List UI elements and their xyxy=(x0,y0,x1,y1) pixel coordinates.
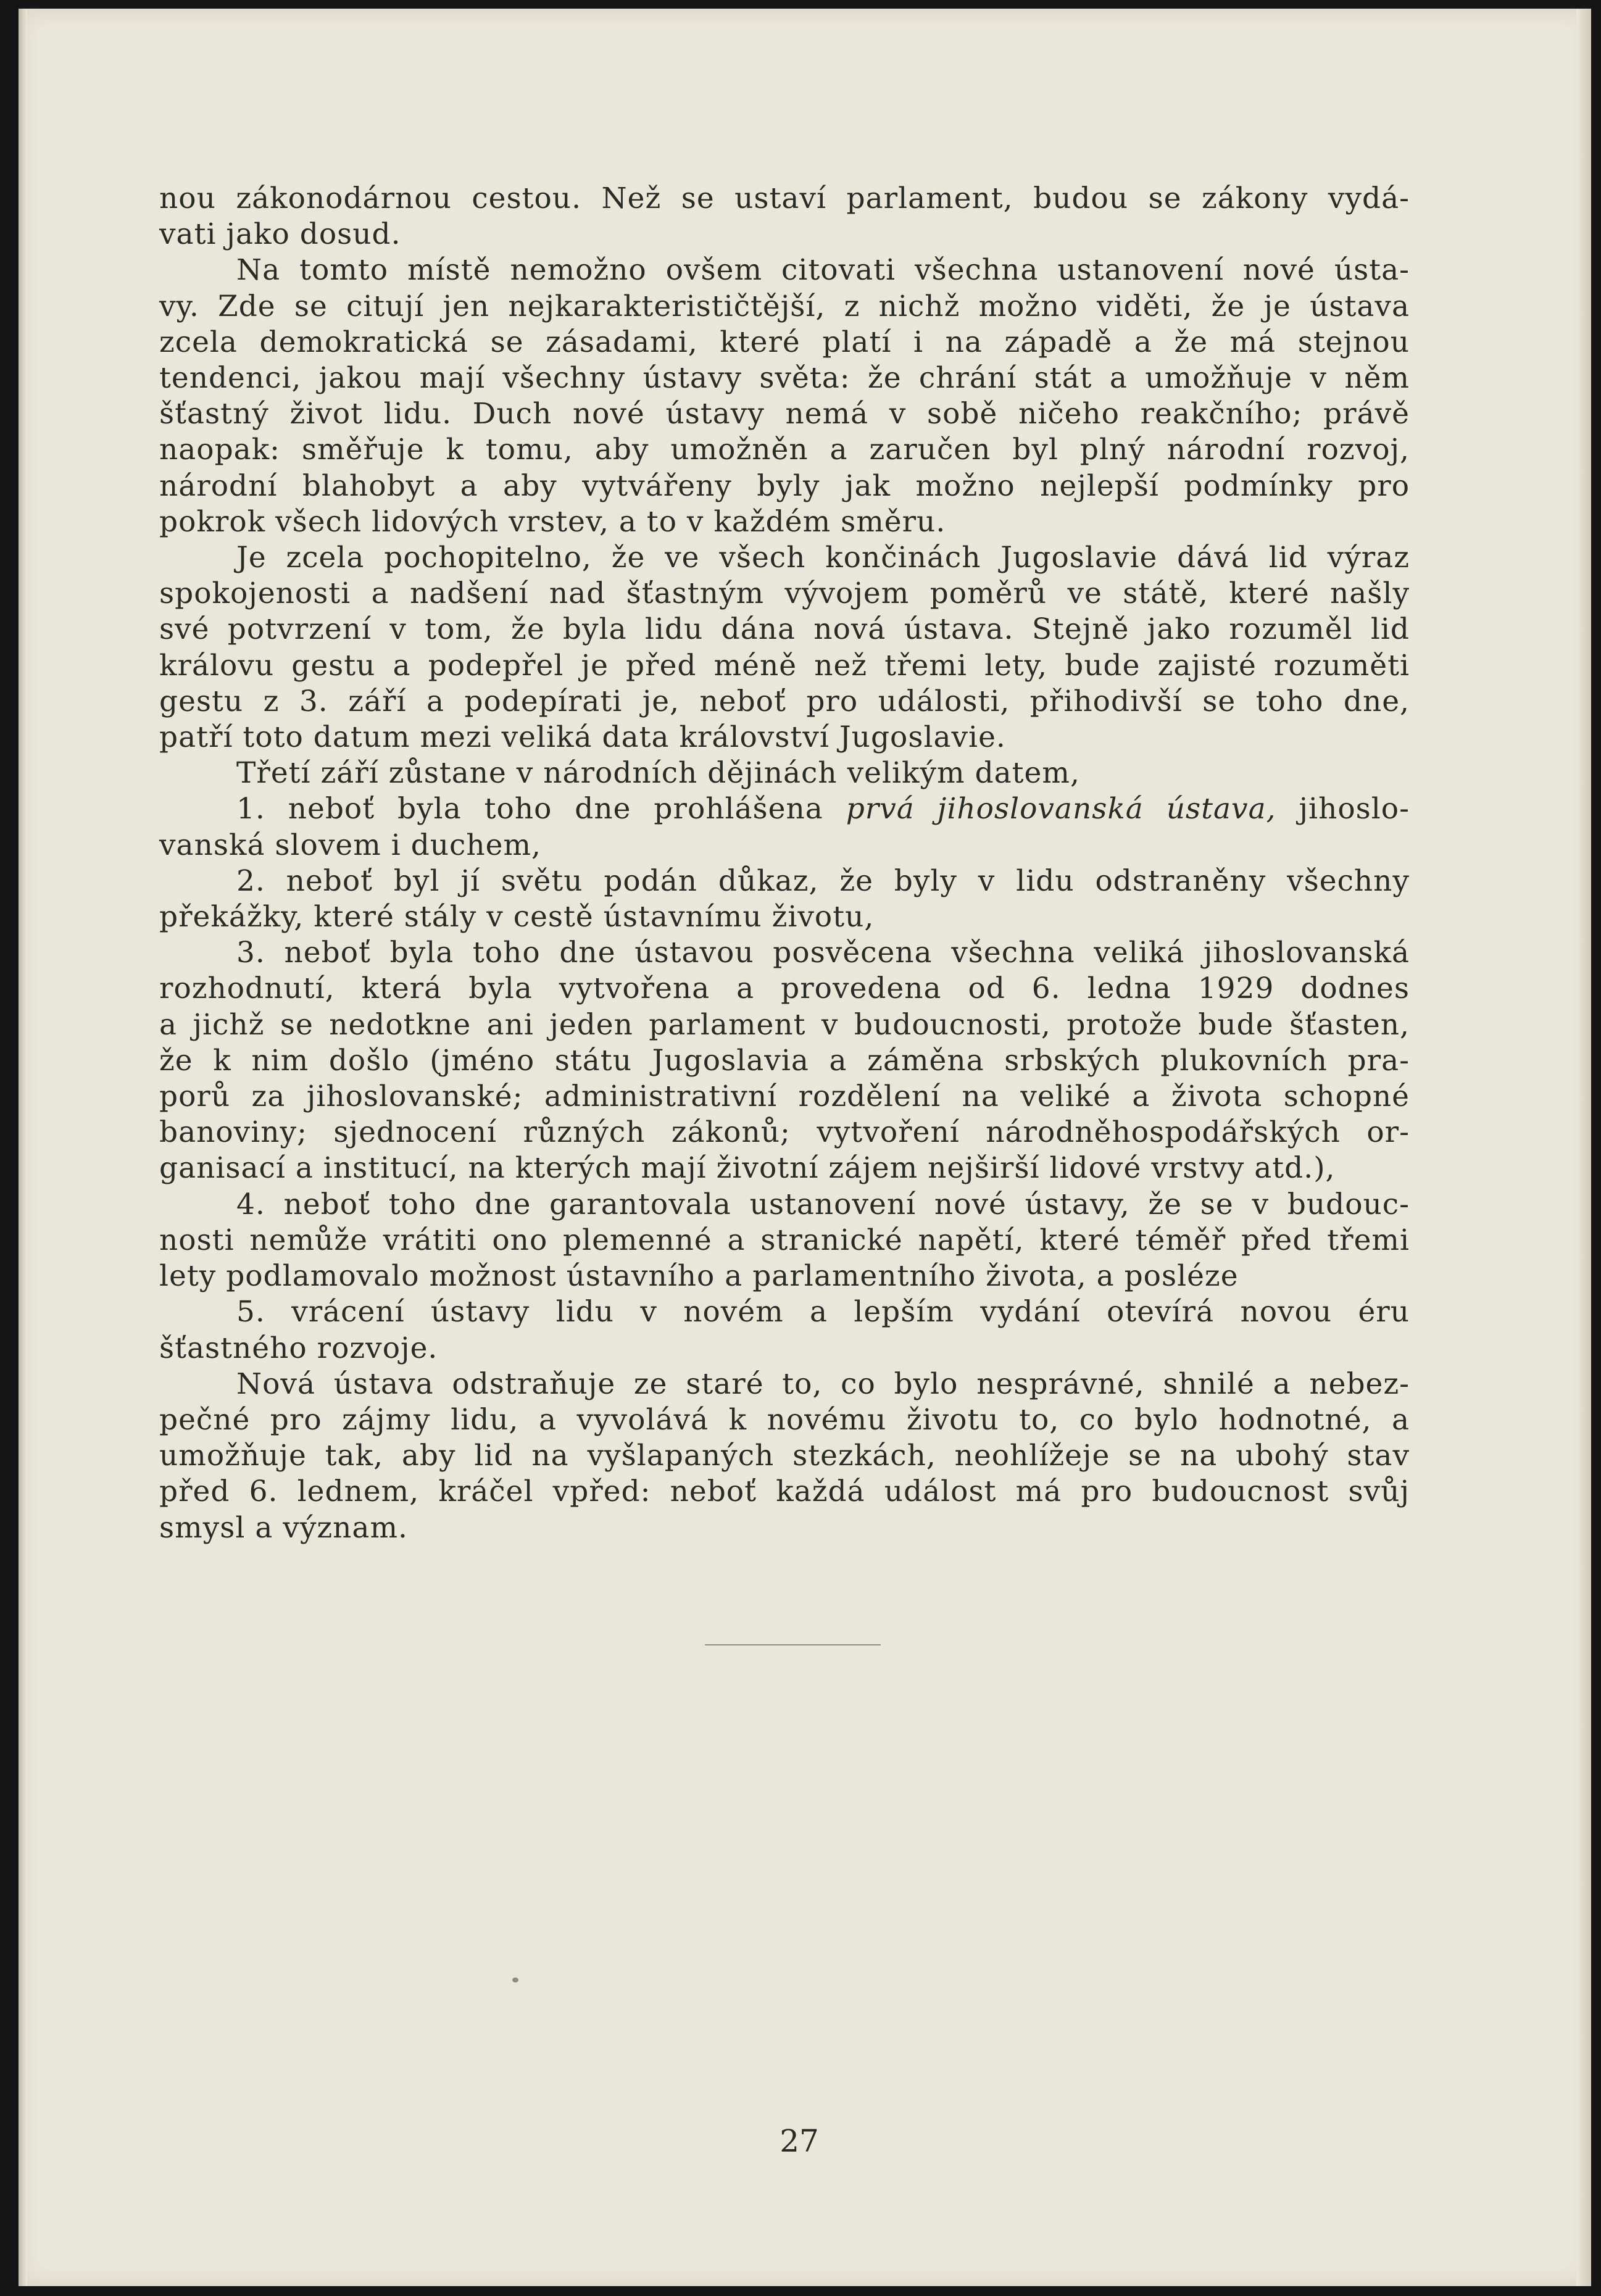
text-line: národní blahobyt a aby vytvářeny byly jak možno nejlepší podmínky pro xyxy=(159,468,1410,503)
text-line xyxy=(159,791,1410,827)
text-line: smysl a význam. xyxy=(159,1510,408,1545)
page-number: 27 xyxy=(780,2123,819,2159)
text-line: tendenci, jakou mají všechny ústavy světa: že chrání stát a umožňuje v něm xyxy=(159,361,1410,396)
page-edge-right xyxy=(1576,9,1591,2286)
text-line: nosti nemůže vrátiti ono plemenné a stranické napětí, které téměř před třemi xyxy=(159,1223,1410,1257)
list-item-2 xyxy=(159,863,1410,935)
text-line: zcela demokratická se zásadami, které platí i na západě a že má stejnou xyxy=(159,325,1410,359)
text-line: rozhodnutí, která byla vytvořena a provedena od 6. ledna 1929 dodnes xyxy=(159,971,1410,1006)
text-line: Třetí září zůstane v národních dějinách velikým datem, xyxy=(236,756,1080,791)
text-line: vanská slovem i duchem, xyxy=(159,828,541,862)
text-line: porů za jihoslovanské; administrativní rozdělení na veliké a života schopné xyxy=(159,1079,1410,1114)
text-line: královu gestu a podepřel je před méně než třemi lety, bude zajisté rozuměti xyxy=(159,648,1410,683)
text-line: lety podlamovalo možnost ústavního a parlamentního života, a posléze xyxy=(159,1259,1239,1294)
section-divider xyxy=(705,1644,881,1645)
text-line: vati jako dosud. xyxy=(159,217,401,252)
text-line: pokrok všech lidových vrstev, a to v každém směru. xyxy=(159,504,946,539)
text-line: gestu z 3. září a podepírati je, neboť pro události, přihodivší se toho dne, xyxy=(159,684,1410,718)
page-edge-left xyxy=(19,9,27,2286)
body-text xyxy=(159,181,1410,1546)
text-line: 5. vrácení ústavy lidu v novém a lepším vydání otevírá novou éru xyxy=(236,1295,1410,1329)
text-line: a jichž se nedotkne ani jeden parlament v budoucnosti, protože bude šťasten, xyxy=(159,1007,1410,1042)
text-line: že k nim došlo (jméno státu Jugoslavia a záměna srbských plukovních pra- xyxy=(159,1043,1410,1078)
text-line: naopak: směřuje k tomu, aby umožněn a zaručen byl plný národní rozvoj, xyxy=(159,433,1410,467)
list-item-1 xyxy=(159,791,1410,863)
text-line: pečné pro zájmy lidu, a vyvolává k novému životu to, co bylo hodnotné, a xyxy=(159,1402,1410,1437)
text-line: vy. Zde se citují jen nejkarakterističtější, z nichž možno viděti, že je ústava xyxy=(159,289,1410,323)
text-line: Je zcela pochopitelno, že ve všech končinách Jugoslavie dává lid výraz xyxy=(236,541,1410,575)
text-line: 3. neboť byla toho dne ústavou posvěcena všechna veliká jihoslovanská xyxy=(236,936,1410,970)
paper-speck xyxy=(512,1978,518,1982)
text-run: 1. neboť byla toho dne prohlášena xyxy=(236,792,846,826)
list-item-3 xyxy=(159,935,1410,1186)
text-line: šťastného rozvoje. xyxy=(159,1331,438,1365)
text-line: šťastný život lidu. Duch nové ústavy nemá v sobě ničeho reakčního; právě xyxy=(159,397,1410,431)
text-line: nou zákonodárnou cestou. Než se ustaví parlament, budou se zákony vydá- xyxy=(159,181,1410,215)
text-line: Nová ústava odstraňuje ze staré to, co bylo nesprávné, shnilé a nebez- xyxy=(236,1366,1410,1401)
text-line: překážky, které stály v cestě ústavnímu životu, xyxy=(159,900,875,934)
emphasized-text: prvá jihoslovanská ústava, xyxy=(846,792,1276,826)
text-line: ganisací a institucí, na kterých mají životní zájem nejširší lidové vrstvy atd.), xyxy=(159,1151,1336,1186)
text-line: patří toto datum mezi veliká data království Jugoslavie. xyxy=(159,720,1006,755)
text-line: umožňuje tak, aby lid na vyšlapaných stezkách, neohlížeje se na ubohý stav xyxy=(159,1439,1410,1473)
list-item-4 xyxy=(159,1187,1410,1295)
text-line: spokojenosti a nadšení nad šťastným vývojem poměrů ve státě, které našly xyxy=(159,576,1410,611)
text-line: banoviny; sjednocení různých zákonů; vytvoření národněhospodářských or- xyxy=(159,1115,1410,1150)
text-line: před 6. lednem, kráčel vpřed: neboť každá událost má pro budoucnost svůj xyxy=(159,1475,1410,1509)
text-line: 2. neboť byl jí světu podán důkaz, že byly v lidu odstraněny všechny xyxy=(236,863,1410,898)
paragraph xyxy=(159,1366,1410,1546)
paragraph xyxy=(159,540,1410,755)
list-item-5 xyxy=(159,1294,1410,1366)
text-line: Na tomto místě nemožno ovšem citovati všechna ustanovení nové ústa- xyxy=(236,253,1410,288)
text-line: své potvrzení v tom, že byla lidu dána nová ústava. Stejně jako rozuměl lid xyxy=(159,612,1410,647)
paragraph xyxy=(159,755,1410,791)
paragraph xyxy=(159,252,1410,540)
text-line: 4. neboť toho dne garantovala ustanovení nové ústavy, že se v budouc- xyxy=(236,1187,1410,1221)
paragraph xyxy=(159,181,1410,252)
text-run: jihoslo- xyxy=(1276,792,1410,826)
